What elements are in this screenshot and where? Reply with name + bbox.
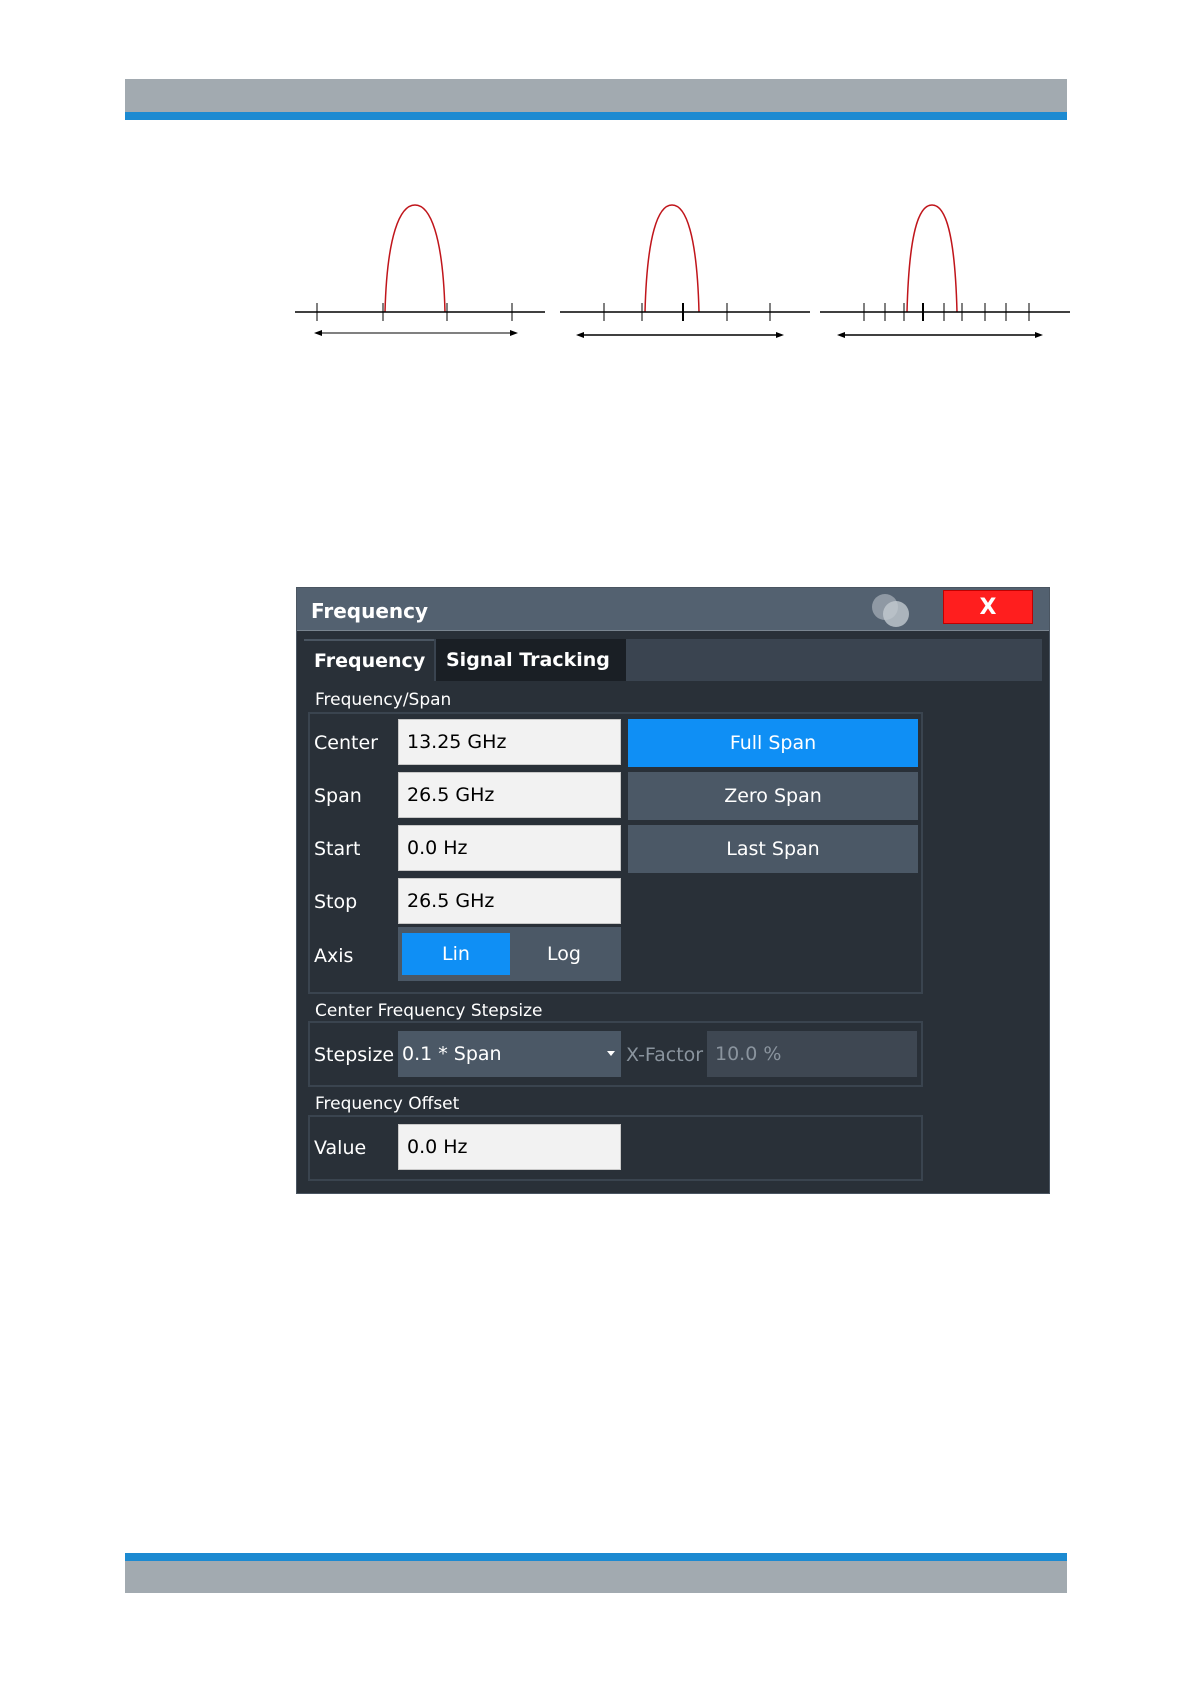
tab-bar: [304, 639, 1042, 681]
section-label-offset: Frequency Offset: [315, 1094, 460, 1114]
axis-lin-option[interactable]: Lin: [402, 933, 510, 975]
stop-label: Stop: [314, 891, 358, 913]
section-label-frequency-span: Frequency/Span: [315, 690, 452, 710]
chevron-down-icon: [607, 1051, 615, 1056]
tab-signal-tracking[interactable]: Signal Tracking: [436, 639, 626, 681]
stepsize-select-value: 0.1 * Span: [402, 1043, 502, 1065]
axis-toggle: [398, 927, 621, 981]
frequency-dialog: [296, 587, 1050, 1194]
start-field[interactable]: 0.0 Hz: [398, 825, 621, 871]
page-footer-band: [125, 1561, 1067, 1593]
stepsize-label: Stepsize: [314, 1044, 395, 1066]
span-diagram-1: [295, 205, 545, 336]
span-label: Span: [314, 785, 362, 807]
full-span-button[interactable]: Full Span: [628, 719, 918, 767]
axis-label: Axis: [314, 945, 354, 967]
center-label: Center: [314, 732, 378, 754]
offset-value-field[interactable]: 0.0 Hz: [398, 1124, 621, 1170]
section-label-stepsize: Center Frequency Stepsize: [315, 1001, 543, 1021]
span-illustrations: [290, 195, 1080, 350]
offset-value-label: Value: [314, 1137, 367, 1159]
page-header-accent-line: [125, 112, 1067, 120]
page-header-band: [125, 79, 1067, 112]
stop-field[interactable]: 26.5 GHz: [398, 878, 621, 924]
axis-log-option[interactable]: Log: [547, 943, 581, 965]
dialog-title: Frequency: [311, 599, 429, 623]
page-footer-accent-line: [125, 1553, 1067, 1561]
xfactor-field: 10.0 %: [707, 1031, 917, 1077]
last-span-button[interactable]: Last Span: [628, 825, 918, 873]
center-field[interactable]: 13.25 GHz: [398, 719, 621, 765]
tab-frequency[interactable]: Frequency: [304, 639, 434, 681]
xfactor-label: X-Factor: [626, 1044, 704, 1066]
start-label: Start: [314, 838, 361, 860]
span-field[interactable]: 26.5 GHz: [398, 772, 621, 818]
transparency-bubbles-icon[interactable]: [869, 590, 911, 630]
zero-span-button[interactable]: Zero Span: [628, 772, 918, 820]
span-diagram-3: [820, 205, 1070, 338]
stepsize-select[interactable]: [398, 1031, 621, 1077]
dialog-titlebar[interactable]: [297, 588, 1049, 631]
close-button[interactable]: X: [943, 590, 1033, 624]
span-diagram-2: [560, 205, 810, 338]
